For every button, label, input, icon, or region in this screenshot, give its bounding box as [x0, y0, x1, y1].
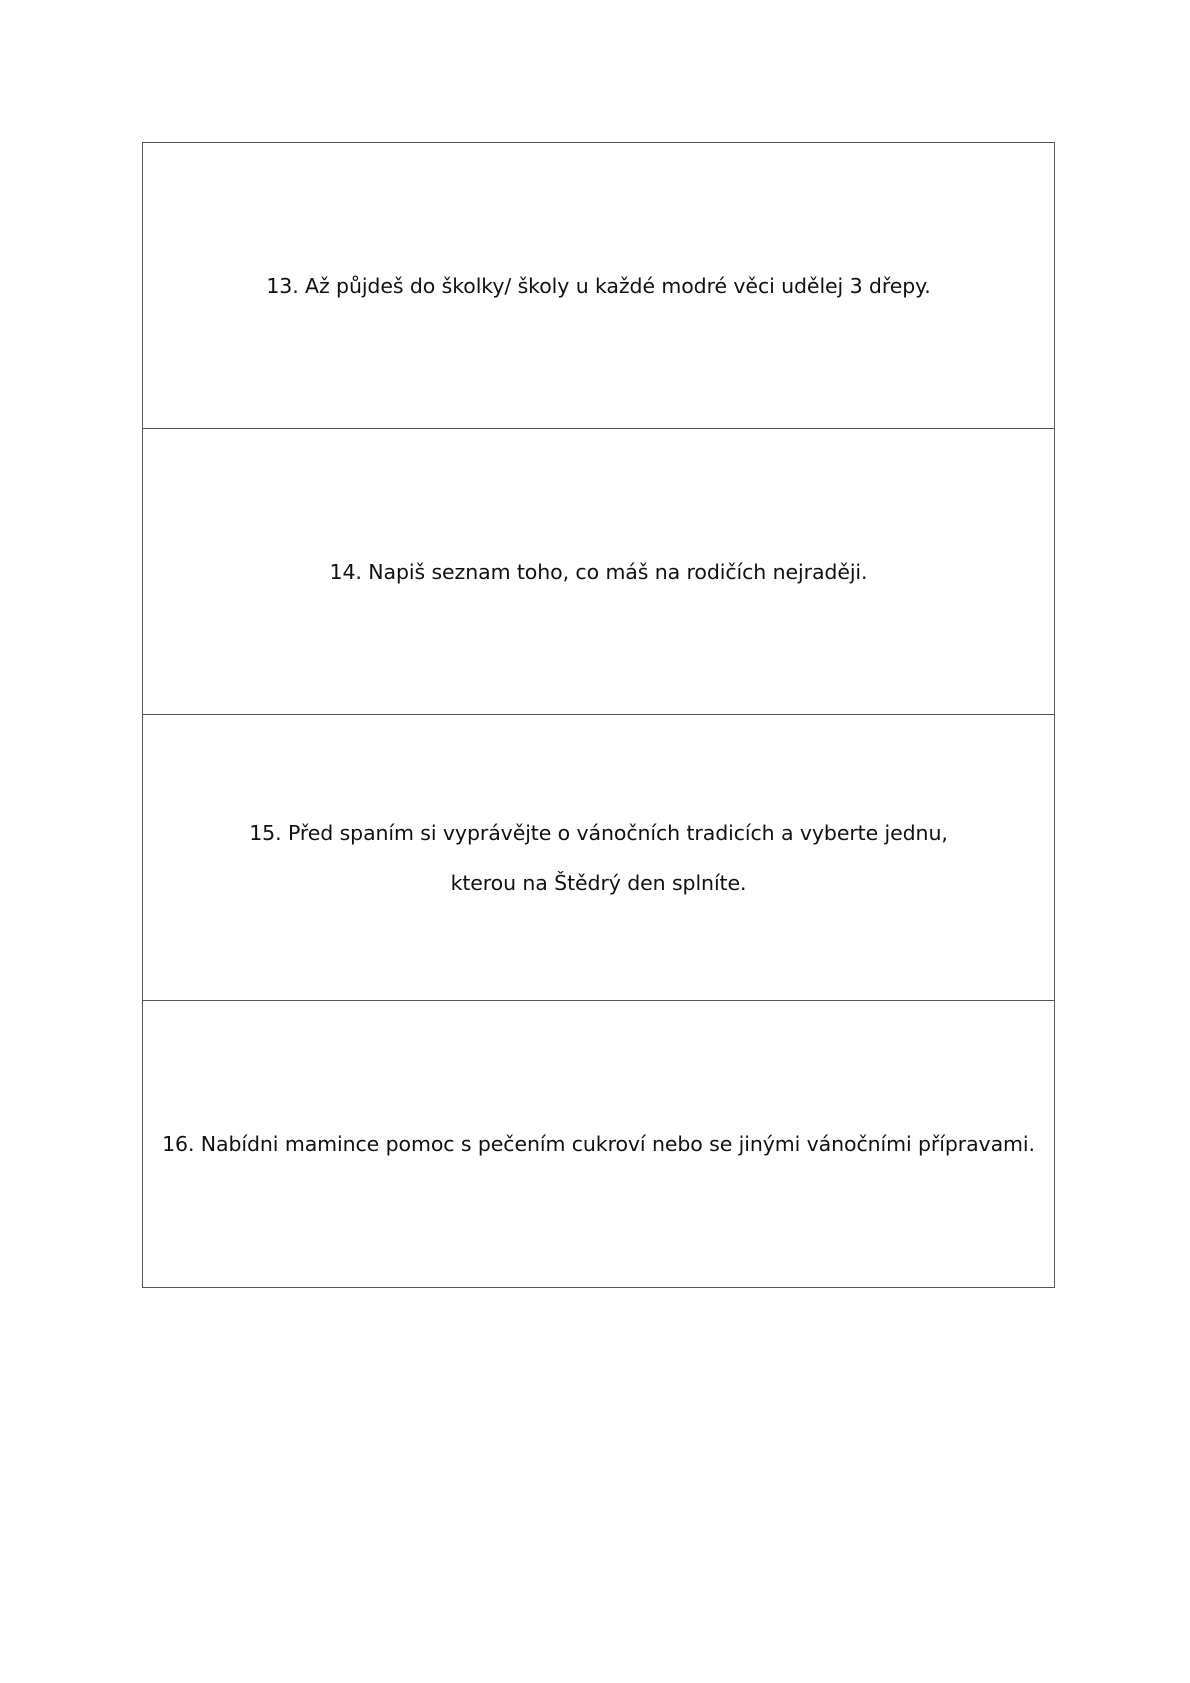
task-text: 13. Až půjdeš do školky/ školy u každé modré věci udělej 3 dřepy.: [266, 273, 931, 298]
task-card-16: [143, 1001, 1054, 1287]
task-card-15: [143, 715, 1054, 1001]
task-text: 14. Napiš seznam toho, co máš na rodičích nejraději.: [329, 559, 868, 584]
task-card-14: [143, 429, 1054, 715]
task-text-line-1: 15. Před spaním si vyprávějte o vánočních tradicích a vyberte jednu,: [249, 820, 948, 845]
task-text: 16. Nabídni mamince pomoc s pečením cukroví nebo se jinými vánočními přípravami.: [162, 1132, 1035, 1156]
task-text-line-2: kterou na Štědrý den splníte.: [450, 870, 747, 895]
task-card-13: [143, 143, 1054, 429]
task-card-table: [142, 142, 1055, 1288]
